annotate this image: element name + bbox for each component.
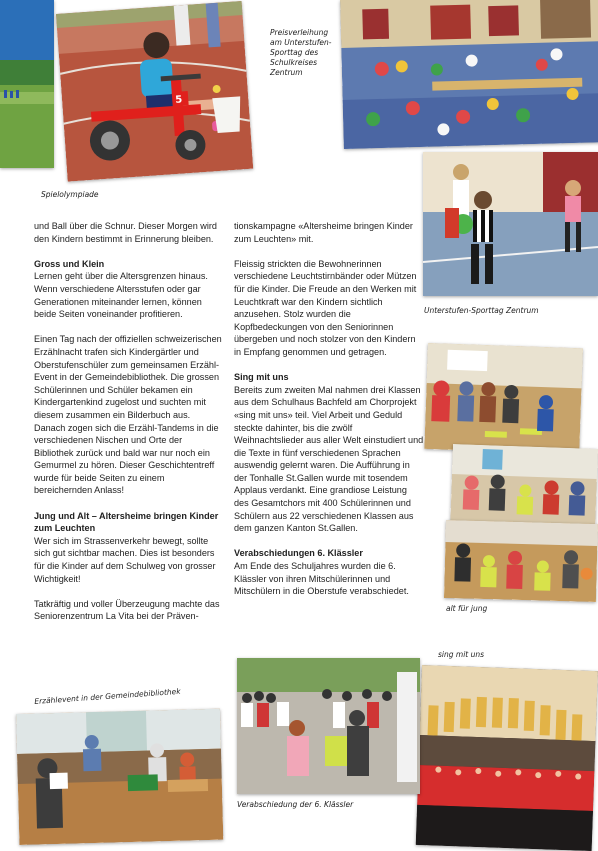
- paragraph-jung-alt-2: Tatkräftig und voller Überzeugung machte das Seniorenzentrum La Vita bei der Präven-: [34, 598, 220, 622]
- heading-sing-mit-uns: Sing mit uns: [234, 372, 289, 383]
- caption-spielolympiade: Spielolympiade: [41, 190, 99, 199]
- photo-alt-fuer-jung-3: [444, 520, 598, 602]
- paragraph-intro-right: tionskampagne «Altersheime bringen Kinder zum Leuchten» mit.: [234, 221, 413, 244]
- paragraph-gross-klein-1: Lernen geht über die Altersgrenzen hinaus. Wenn verschiedene Altersstufen oder gar Generationen miteinander lernen, können beide Seiten voneinander profitieren.: [34, 271, 208, 320]
- text-column-left: [34, 220, 224, 636]
- paragraph-sing-mit-uns: Bereits zum zweiten Mal nahmen drei Klassen aus dem Schulhaus Bachfeld am Chorprojekt «sing mit uns» teil. Viel Arbeit und Geduld steckte dahinter, bis die zwölf Weihnachtslieder aus aller Welt einstudiert und die Texte in fünf verschiedenen Sprachen auswendig gelernt waren. Die Aufführung in der Tonhalle St.Gallen wurde mit tosendem Applaus verdankt. Eine grandiose Leistung des Gesamtchors mit 400 Schülerinnen und Schülern aus 22 verschiedenen Klassen aus dem ganzen Kanton St.Gallen.: [234, 384, 424, 534]
- photo-preisverleihung: [340, 0, 598, 149]
- photo-sing-mit-uns: [416, 665, 598, 851]
- photo-spielolympiade: [56, 1, 253, 182]
- caption-preisverleihung: [270, 28, 342, 78]
- photo-sports-field: [0, 0, 54, 168]
- paragraph-verabschiedungen: Am Ende des Schuljahres wurden die 6. Klässler von ihren Mitschülerinnen und Mitschülern in die Oberstufe verabschiedet.: [234, 561, 409, 597]
- caption-verabschiedung: Verabschiedung der 6. Klässler: [237, 800, 354, 809]
- heading-verabschiedungen: Verabschiedungen 6. Klässler: [234, 548, 363, 559]
- caption-sing-mit-uns: sing mit uns: [438, 650, 485, 659]
- photo-sporttag: [423, 152, 598, 296]
- photo-erzaehlevent: [16, 709, 223, 845]
- photo-alt-fuer-jung-2: [450, 444, 598, 527]
- heading-jung-und-alt: Jung und Alt – Altersheime bringen Kinder zum Leuchten: [34, 510, 219, 534]
- photo-verabschiedung: [237, 658, 420, 794]
- paragraph-jung-alt-1: Wer sich im Strassenverkehr bewegt, sollte sich gut sichtbar machen. Dies ist besonders für die Kinder auf dem Schulweg von grosser Wichtigkeit!: [34, 535, 216, 584]
- photo-alt-fuer-jung-1: [424, 343, 583, 454]
- caption-erzaehlevent: [34, 687, 181, 707]
- caption-alt-fuer-jung: alt für jung: [446, 604, 488, 613]
- paragraph-stricken: Fleissig strickten die Bewohnerinnen verschiedene Leuchtstirnbänder oder Mützen für die Kinder. Die Freude an den Werken mit Leuchtkraft war den Kindern sichtlich anzusehen. Stolz wurden die Kopfbedeckungen von den Seniorinnen übergeben und noch stolzer von den Kindern in Empfang genommen und getragen.: [234, 258, 417, 357]
- caption-sporttag: Unterstufen-Sporttag Zentrum: [424, 306, 539, 315]
- heading-gross-und-klein: Gross und Klein: [34, 258, 105, 269]
- caption-preisverleihung-text: Preisverleihung am Unterstufen-Sporttag des Schulkreises Zentrum: [270, 28, 332, 77]
- paragraph-intro-left: und Ball über die Schnur. Dieser Morgen wird den Kindern bestimmt in Erinnerung bleiben.: [34, 221, 217, 244]
- text-column-right: [234, 220, 424, 610]
- caption-erzaehlevent-text: Erzählevent in der Gemeindebibliothek: [34, 686, 181, 706]
- paragraph-gross-klein-2: Einen Tag nach der offiziellen schweizerischen Erzählnacht trafen sich Kindergärtler und Oberstufenschüler zum gemeinsamen Erzähl-Event in der Gemeindebibliothek. Die grossen Schülerinnen und Schüler bekamen ein Kindergartenkind zugelost und suchten mit diesem zusammen ein Bilderbuch aus. Danach zogen sich die Erzähl-Tandems in die verschiedenen Nischen und Orte der Bibliothek zurück und bald war nur noch ein Gemurmel zu hören. Dieser Geschichtentreff wurde für beide Seiten zu einem bereichernden Anlass!: [34, 334, 222, 496]
- tricycle-number: 5: [174, 94, 183, 106]
